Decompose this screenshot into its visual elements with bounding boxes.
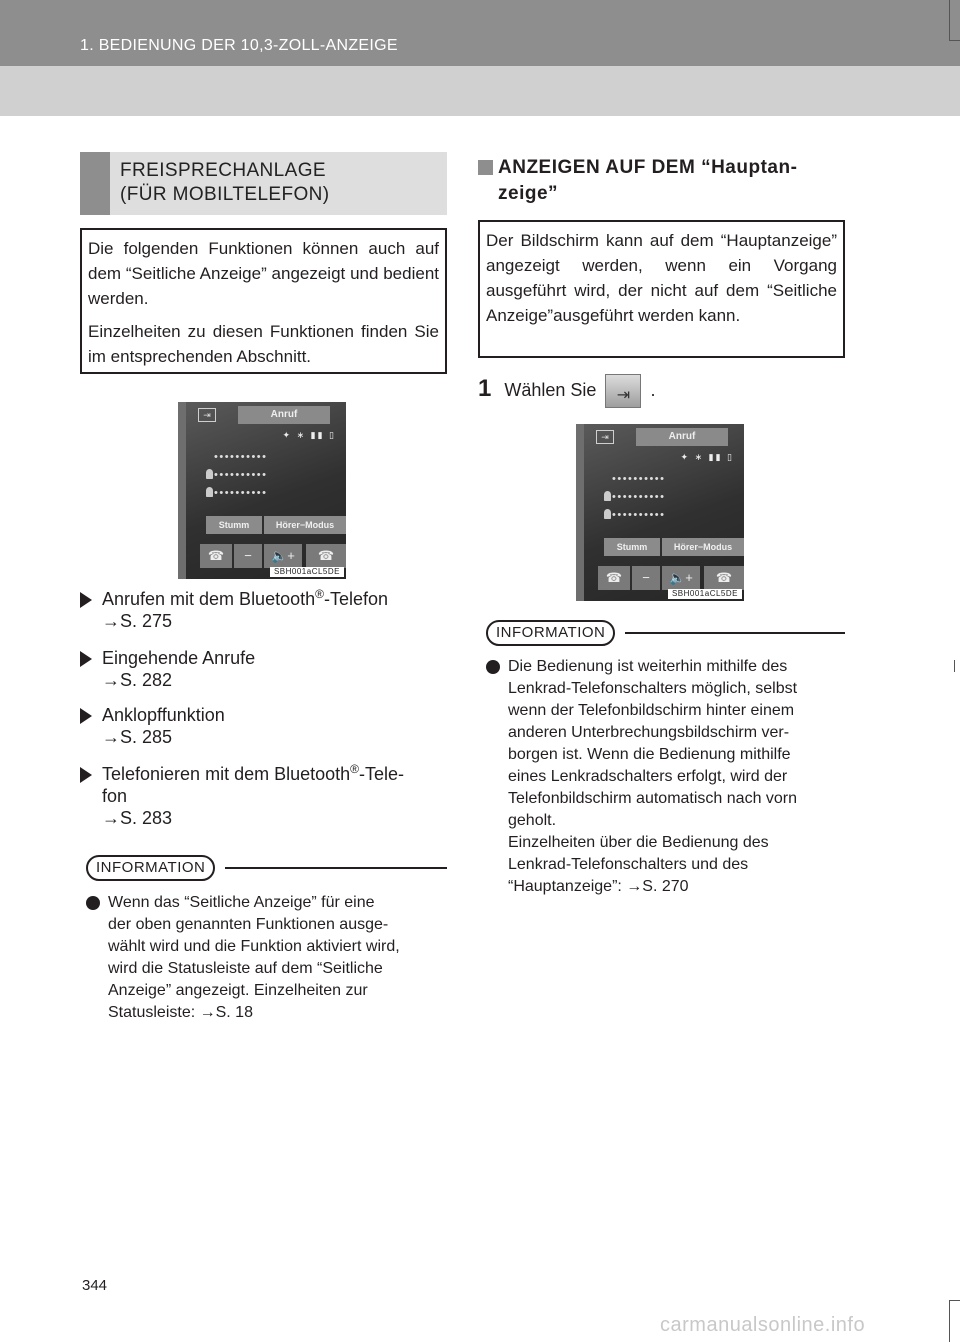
watermark: carmanualsonline.info xyxy=(660,1314,866,1336)
information-text: Wenn das “Seitliche Anzeige” für eine der oben genannten Funktionen ausge- wählt wird und die Funktion aktiviert wird, wird die Statusleiste auf dem “Seitliche Anzeige” angezeigt. Einzelheiten zur Statusleiste: →S. 18 xyxy=(108,894,400,1021)
back-icon: ⇥ xyxy=(198,408,216,422)
triangle-bullet-icon xyxy=(80,651,92,667)
hangup-icon: ☎ xyxy=(200,544,232,568)
step-text-end: . xyxy=(650,380,656,400)
contact-placeholder: •••••••••• xyxy=(214,469,268,481)
contact-placeholder: •••••••••• xyxy=(612,491,666,503)
screen-title: Anruf xyxy=(636,428,728,446)
page-reference-link[interactable]: →S. 285 xyxy=(102,727,173,747)
phone-screen-image xyxy=(178,402,346,579)
intro-paragraph-1: Die folgenden Funktionen können auch auf dem “Seitliche Anzeige” angezeigt und bedient werden. xyxy=(88,239,439,308)
phone-icon xyxy=(206,487,213,497)
square-bullet-icon xyxy=(478,160,493,175)
screen-title: Anruf xyxy=(238,406,330,424)
information-item xyxy=(86,892,437,1024)
number-placeholder: •••••••••• xyxy=(214,451,268,463)
intro-paragraph-2: Einzelheiten zu diesen Funktionen finden Sie im entsprechenden Abschnitt. xyxy=(88,322,439,366)
hauptanzeige-box xyxy=(478,220,845,358)
crop-mark xyxy=(954,660,955,672)
phone-placeholder: •••••••••• xyxy=(612,509,666,521)
mute-button: Stumm xyxy=(206,516,262,534)
crop-mark xyxy=(949,40,960,41)
image-code: SBH001aCL5DE xyxy=(668,589,742,599)
step-1 xyxy=(478,374,655,408)
step-number: 1 xyxy=(478,375,492,402)
phone-placeholder: •••••••••• xyxy=(214,487,268,499)
information-item xyxy=(486,656,837,898)
status-icons: ✦ ∗ ▮▮ ▯ xyxy=(680,452,734,462)
bullet-telephoning xyxy=(80,763,447,829)
back-icon: ⇥ xyxy=(596,430,614,444)
image-code: SBH001aCL5DE xyxy=(270,567,344,577)
number-placeholder: •••••••••• xyxy=(612,473,666,485)
call-icon: ☎ xyxy=(704,566,744,590)
section-heading-hauptanzeige xyxy=(478,155,845,207)
screen-panel xyxy=(186,402,346,579)
volume-down-icon: − xyxy=(632,566,660,590)
hangup-icon: ☎ xyxy=(598,566,630,590)
screen-panel xyxy=(584,424,744,601)
triangle-bullet-icon xyxy=(80,767,92,783)
contact-icon xyxy=(206,469,213,479)
bullet-label: Telefonieren mit dem Bluetooth®-Tele- fon xyxy=(102,762,405,806)
header-band xyxy=(0,66,960,116)
bullet-dot-icon xyxy=(86,896,100,910)
volume-up-icon: 🔈+ xyxy=(662,566,700,590)
section-heading-text: FREISPRECHANLAGE (FÜR MOBILTELEFON) xyxy=(120,160,330,205)
switch-screen-icon[interactable] xyxy=(605,374,641,408)
crop-mark xyxy=(949,1300,960,1301)
bullet-label: Eingehende Anrufe xyxy=(102,648,256,668)
information-rule xyxy=(625,632,845,634)
crop-mark xyxy=(949,1300,950,1342)
phone-screen-image xyxy=(576,424,744,601)
bullet-label: Anklopffunktion xyxy=(102,705,225,725)
handset-mode-button: Hörer−Modus xyxy=(264,516,346,534)
page-reference-link[interactable]: →S. 283 xyxy=(102,808,173,828)
bullet-dot-icon xyxy=(486,660,500,674)
hauptanzeige-paragraph: Der Bildschirm kann auf dem “Hauptanzeige” angezeigt werden, wenn ein Vorgang ausgeführt wird, der nicht auf dem “Seitliche Anzeige”ausgeführt werden kann. xyxy=(486,231,837,325)
header-bar xyxy=(0,0,960,66)
mute-button: Stumm xyxy=(604,538,660,556)
intro-box xyxy=(80,228,447,374)
bullet-call-waiting xyxy=(80,704,447,748)
volume-down-icon: − xyxy=(234,544,262,568)
call-icon: ☎ xyxy=(306,544,346,568)
step-text: Wählen Sie xyxy=(504,380,597,400)
volume-up-icon: 🔈+ xyxy=(264,544,302,568)
section-heading-freisprechanlage xyxy=(80,152,447,215)
information-badge: INFORMATION xyxy=(86,855,215,881)
bullet-label: Anrufen mit dem Bluetooth®-Telefon xyxy=(102,587,389,609)
page-number: 344 xyxy=(82,1277,108,1294)
bullet-incoming-calls xyxy=(80,647,447,691)
section-heading-text: ANZEIGEN AUF DEM “Hauptan- zeige” xyxy=(498,157,798,204)
page-reference-link[interactable]: →S. 282 xyxy=(102,670,173,690)
information-text: Die Bedienung ist weiterhin mithilfe des Lenkrad-Telefonschalters möglich, selbst wenn der Telefonbildschirm hinter einem anderen Unterbrechungsbildschirm ver- borgen ist. Wenn die Bedienung mithilfe eines Lenkradschalters erfolgt, wird der Telefonbildschirm automatisch nach vorn geholt. Einzelheiten über die Bedienung des Lenkrad-Telefonschalters und des “Hauptanzeige”: →S. 270 xyxy=(508,658,798,895)
information-rule xyxy=(225,867,447,869)
page-reference-link[interactable]: →S. 275 xyxy=(102,611,173,631)
bullet-bluetooth-call xyxy=(80,588,447,632)
chapter-title: 1. BEDIENUNG DER 10,3-ZOLL-ANZEIGE xyxy=(80,37,398,54)
handset-mode-button: Hörer−Modus xyxy=(662,538,744,556)
status-icons: ✦ ∗ ▮▮ ▯ xyxy=(282,430,336,440)
information-badge: INFORMATION xyxy=(486,620,615,646)
triangle-bullet-icon xyxy=(80,708,92,724)
crop-mark xyxy=(949,0,950,40)
triangle-bullet-icon xyxy=(80,592,92,608)
section-heading-bar xyxy=(80,152,110,215)
contact-icon xyxy=(604,491,611,501)
phone-icon xyxy=(604,509,611,519)
